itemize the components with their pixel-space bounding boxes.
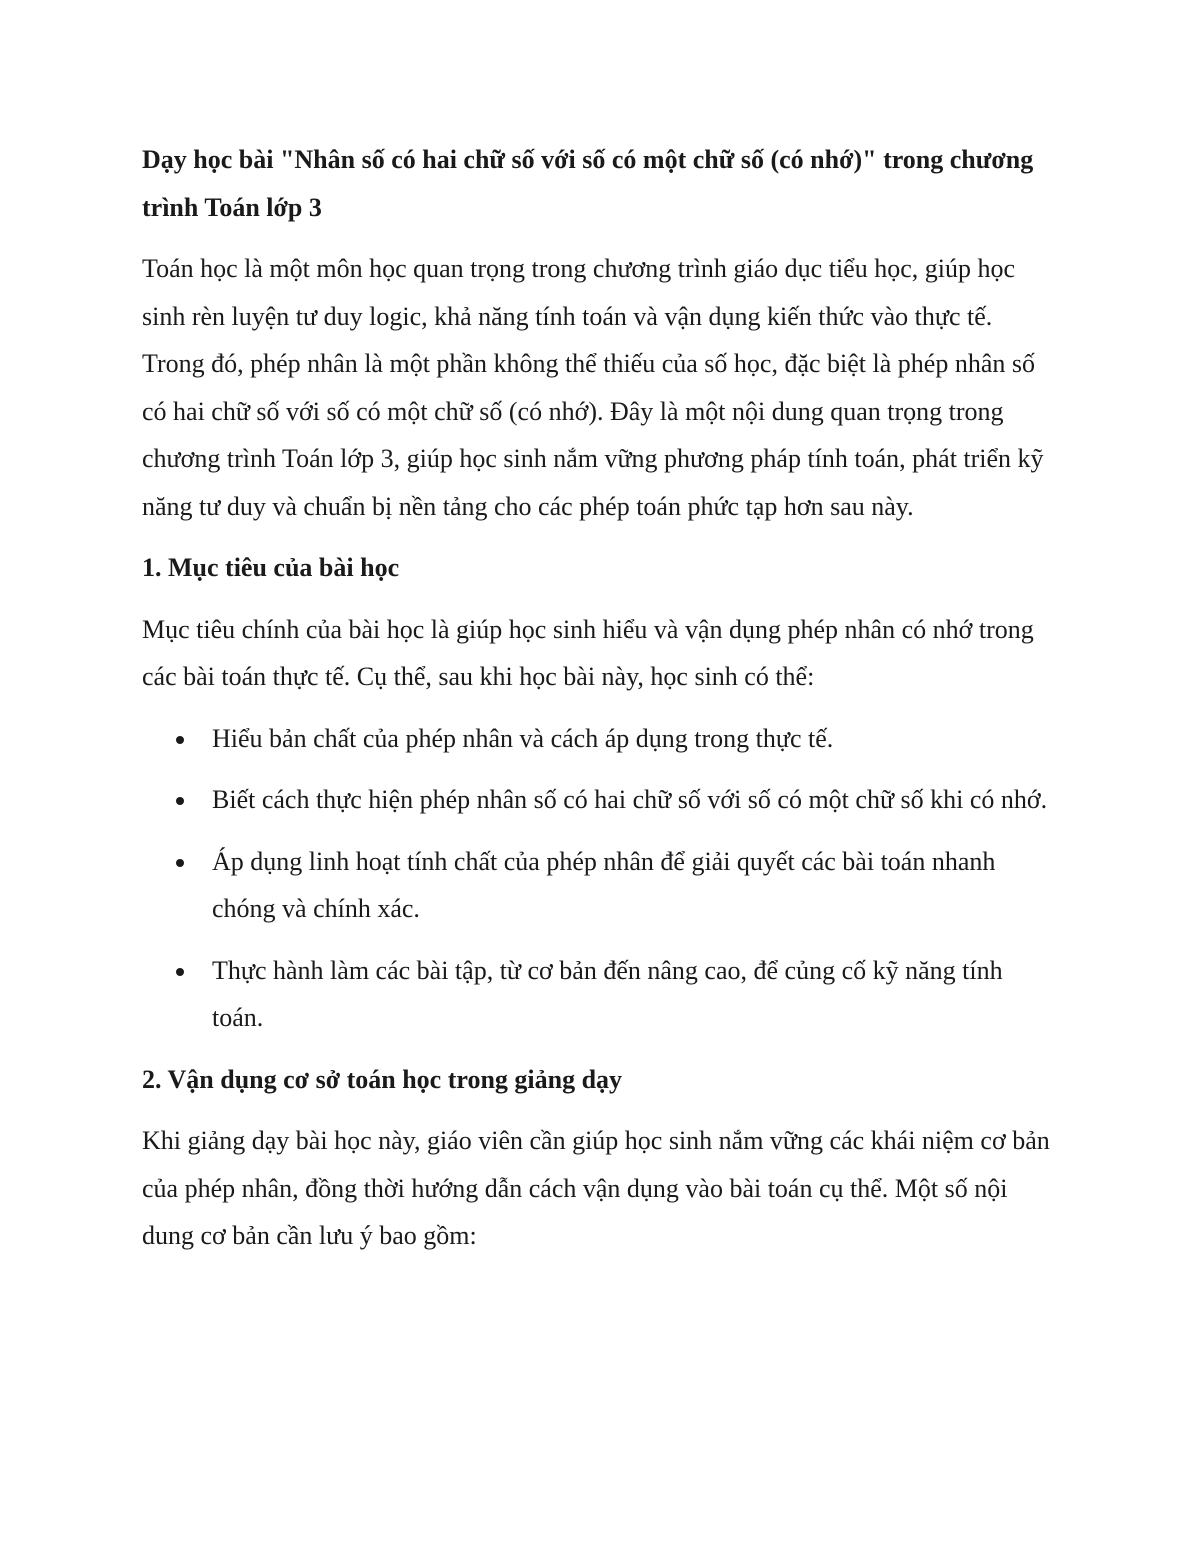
section-1-heading: 1. Mục tiêu của bài học xyxy=(142,553,400,582)
list-item-text: Áp dụng linh hoạt tính chất của phép nhân để giải quyết các bài toán nhanh chóng và chính xác. xyxy=(212,846,996,923)
list-item xyxy=(142,838,1060,933)
document-content xyxy=(142,136,1060,1274)
objectives-list xyxy=(142,715,1060,1042)
list-item xyxy=(142,776,1060,824)
bullet-icon xyxy=(176,736,184,744)
section-1-paragraph: Mục tiêu chính của bài học là giúp học sinh hiểu và vận dụng phép nhân có nhớ trong các bài toán thực tế. Cụ thể, sau khi học bài này, học sinh có thể: xyxy=(142,614,1034,691)
section-2-paragraph: Khi giảng dạy bài học này, giáo viên cần giúp học sinh nắm vững các khái niệm cơ bản của phép nhân, đồng thời hướng dẫn cách vận dụng vào bài toán cụ thể. Một số nội dung cơ bản cần lưu ý bao gồm: xyxy=(142,1126,1050,1250)
list-item-text: Hiểu bản chất của phép nhân và cách áp dụng trong thực tế. xyxy=(212,723,834,753)
intro-paragraph: Toán học là một môn học quan trọng trong chương trình giáo dục tiểu học, giúp học sinh rèn luyện tư duy logic, khả năng tính toán và vận dụng kiến thức vào thực tế. Trong đó, phép nhân là một phần không thể thiếu của số học, đặc biệt là phép nhân số có hai chữ số với số có một chữ số (có nhớ). Đây là một nội dung quan trọng trong chương trình Toán lớp 3, giúp học sinh nắm vững phương pháp tính toán, phát triển kỹ năng tư duy và chuẩn bị nền tảng cho các phép toán phức tạp hơn sau này. xyxy=(142,254,1044,521)
list-item xyxy=(142,947,1060,1042)
list-item xyxy=(142,715,1060,763)
list-item-text: Biết cách thực hiện phép nhân số có hai chữ số với số có một chữ số khi có nhớ. xyxy=(212,785,1048,814)
bullet-icon xyxy=(176,859,184,867)
list-item-text: Thực hành làm các bài tập, từ cơ bản đến nâng cao, để củng cố kỹ năng tính toán. xyxy=(212,955,1003,1032)
bullet-icon xyxy=(176,797,184,805)
bullet-icon xyxy=(176,968,184,976)
document-title: Dạy học bài "Nhân số có hai chữ số với số có một chữ số (có nhớ)" trong chương trình Toán lớp 3 xyxy=(142,145,1034,222)
section-2-heading: 2. Vận dụng cơ sở toán học trong giảng dạy xyxy=(142,1064,623,1094)
